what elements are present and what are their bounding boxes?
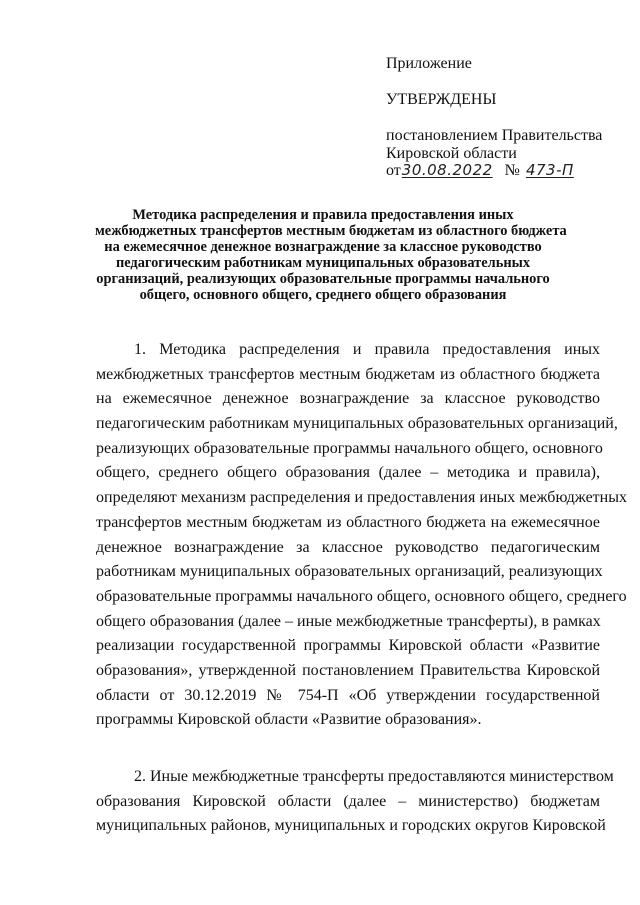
document-title — [95, 207, 567, 304]
decree-prefix: от — [386, 162, 401, 179]
paragraph-line: муниципальных районов, муниципальных и городских округов Кировской — [96, 817, 606, 835]
paragraph-line: трансфертов местным бюджетам из областного бюджета на ежемесячное — [96, 513, 600, 531]
title-line: общего, основного общего, среднего общего образования — [139, 287, 507, 304]
number-sign: № — [504, 162, 520, 179]
decree-date-number-line — [386, 161, 574, 180]
paragraph-line: образования», утвержденной постановлением Правительства Кировской — [96, 661, 600, 679]
title-line: педагогическим работникам муниципальных образовательных — [115, 255, 531, 272]
paragraph-line: педагогическим работникам муниципальных образовательных организаций, — [96, 415, 618, 433]
paragraph-line: реализации государственной программы Кировской области «Развитие — [96, 637, 600, 655]
paragraph-line: 2. Иные межбюджетные трансферты предоставляются министерством — [134, 768, 614, 785]
paragraph-line: на ежемесячное денежное вознаграждение за классное руководство — [96, 390, 600, 408]
paragraph-line: работникам муниципальных образовательных организаций, реализующих — [96, 563, 603, 581]
paragraph-line: определяют механизм распределения и предоставления иных межбюджетных — [96, 489, 627, 507]
paragraph-1 — [96, 338, 627, 733]
paragraph-line: программы Кировской области «Развитие образования». — [96, 711, 482, 729]
paragraph-line: образовательные программы начального общего, основного общего, среднего — [96, 587, 627, 605]
paragraph-line: реализующих образовательные программы начального общего, основного — [96, 439, 603, 457]
title-line: межбюджетных трансфертов местным бюджетам из областного бюджета — [95, 223, 567, 240]
handwritten-decree-date: 30.08.2022 — [401, 161, 493, 179]
paragraph-2 — [96, 765, 614, 839]
decree-line-2: Кировской области — [386, 145, 517, 162]
title-line: Методика распределения и правила предоставления иных — [132, 207, 514, 223]
paragraph-line: денежное вознаграждение за классное руководство педагогическим — [96, 538, 600, 556]
title-line: на ежемесячное денежное вознаграждение за классное руководство — [104, 239, 542, 256]
paragraph-line: общего, среднего общего образования (далее – методика и правила), — [96, 464, 600, 482]
paragraph-line: межбюджетных трансфертов местным бюджетам из областного бюджета — [96, 365, 600, 383]
title-line: организаций, реализующих образовательные программы начального — [96, 271, 550, 288]
paragraph-line: области от 30.12.2019 № 754-П «Об утверждении государственной — [96, 686, 600, 704]
paragraph-line: 1. Методика распределения и правила предоставления иных — [134, 341, 600, 358]
approved-label: УТВЕРЖДЕНЫ — [386, 91, 497, 108]
handwritten-decree-number: 473-П — [525, 161, 574, 179]
appendix-label: Приложение — [386, 55, 472, 72]
decree-line-1: постановлением Правительства — [386, 127, 603, 144]
paragraph-line: образования Кировской области (далее – министерство) бюджетам — [96, 792, 600, 810]
paragraph-line: общего образования (далее – иные межбюджетные трансферты), в рамках — [96, 612, 601, 630]
